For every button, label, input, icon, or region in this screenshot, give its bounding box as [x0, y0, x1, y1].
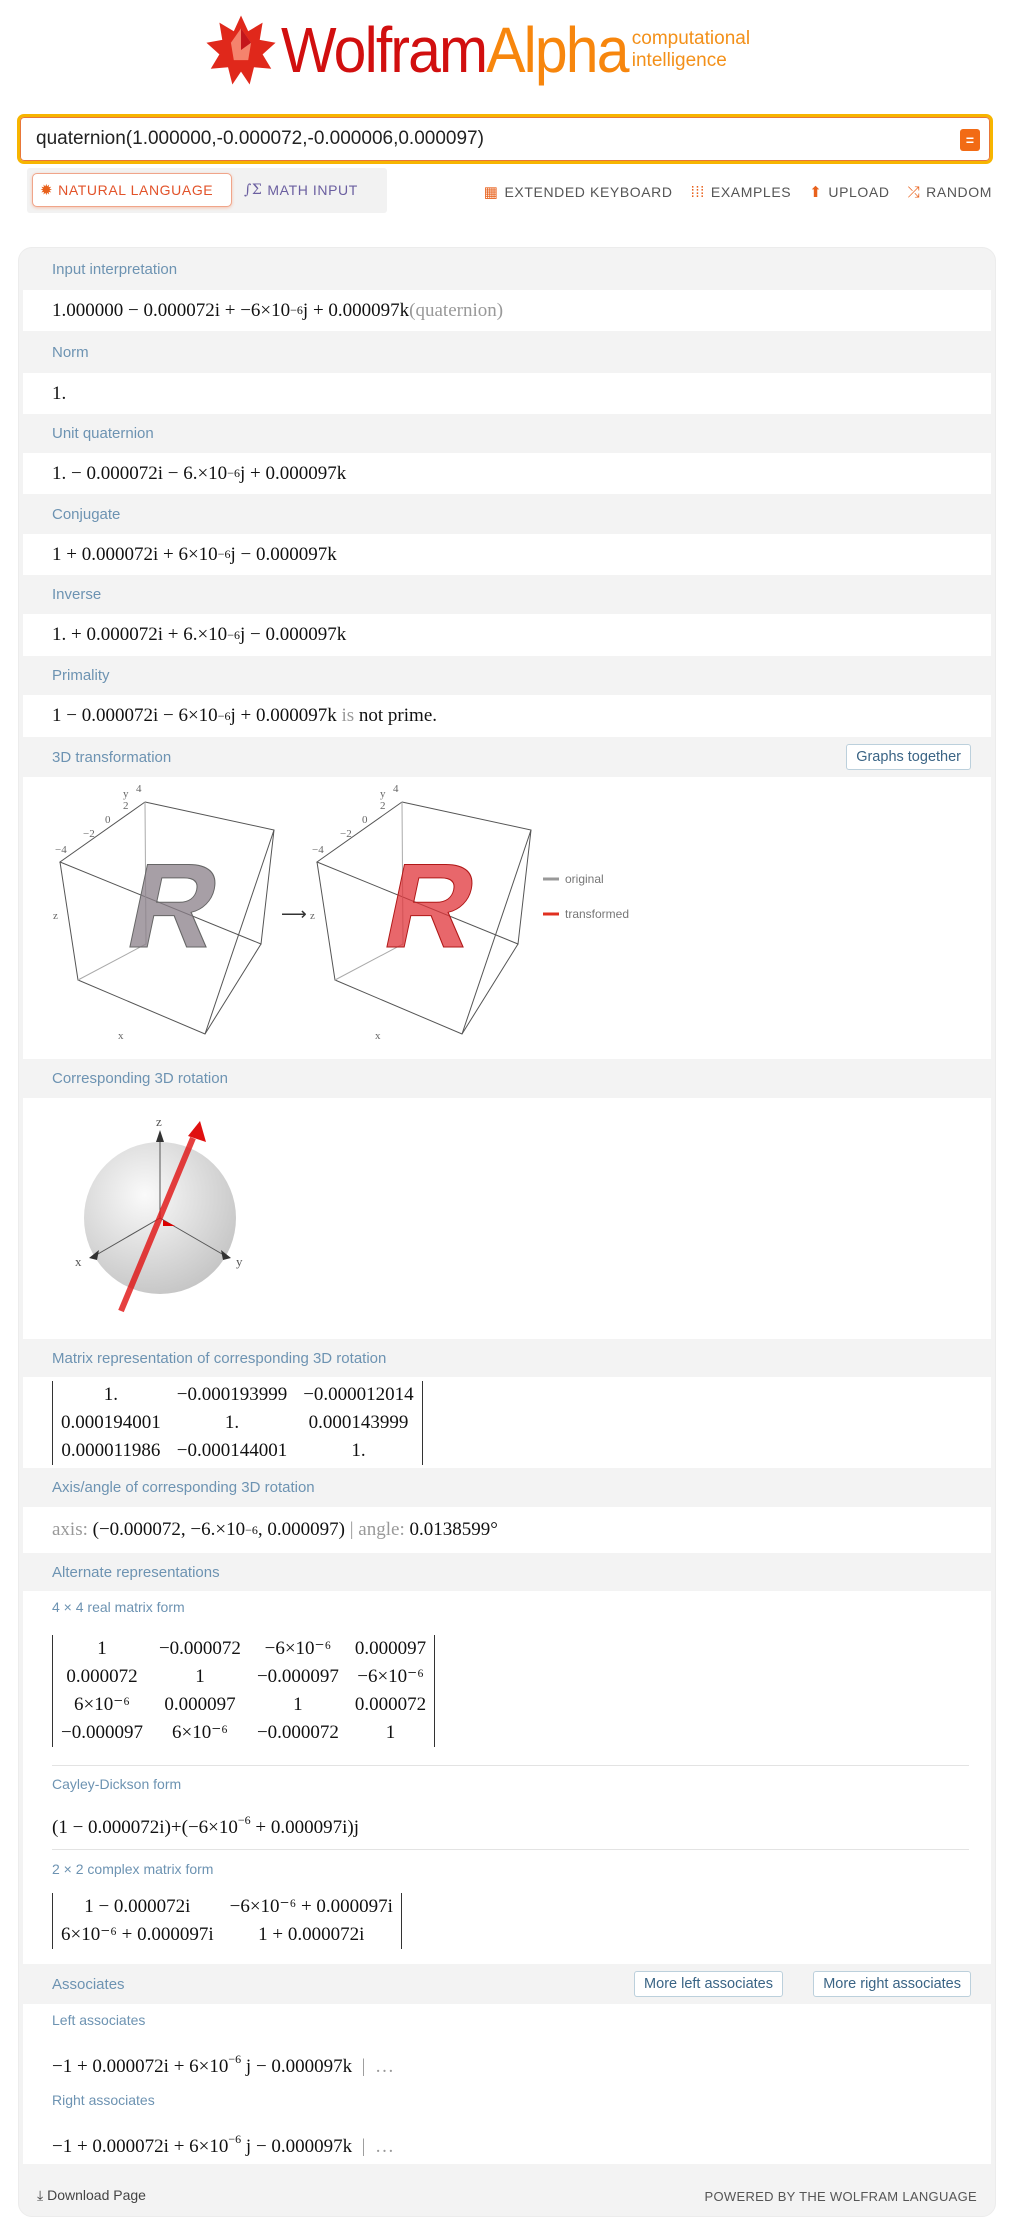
pod-title-axis-angle: Axis/angle of corresponding 3D rotation — [52, 1479, 315, 1496]
math-part: 1.000000 − 0.000072i + −6×10 — [52, 299, 291, 321]
x-label: x — [75, 1254, 82, 1269]
exponent: −6 — [228, 2052, 242, 2066]
pod-value-norm: 1. — [23, 373, 991, 414]
real-matrix — [52, 1635, 435, 1747]
legend-transformed: transformed — [565, 907, 630, 921]
pod-value-alternate — [23, 1591, 991, 1964]
math-input-tab[interactable] — [237, 173, 365, 207]
results-card — [18, 247, 996, 2217]
matrix-cell: 1 — [293, 1694, 303, 1715]
angle-value: 0.0138599° — [409, 1519, 498, 1540]
pod-value-conjugate — [23, 534, 991, 575]
transformation-graphic — [23, 777, 993, 1059]
pod-value-input — [23, 290, 991, 331]
matrix-cell: −0.000097 — [61, 1722, 143, 1743]
math-part: 1 + 0.000072i + 6×10 — [52, 543, 218, 565]
matrix-cell: 0.000011986 — [61, 1439, 161, 1461]
exponent: −6 — [228, 2132, 242, 2146]
separator: | — [344, 1519, 359, 1540]
tick: 4 — [136, 783, 142, 795]
transformed-r-shape: R — [373, 838, 489, 973]
upload-link[interactable] — [809, 183, 889, 201]
pod-title-3d-rotation: Corresponding 3D rotation — [52, 1070, 228, 1087]
rotation-sphere-graphic — [23, 1098, 323, 1339]
math-part: −1 + 0.000072i + 6×10 — [52, 2136, 229, 2157]
more-right-associates-button[interactable]: More right associates — [813, 1971, 971, 1997]
tick: −2 — [83, 828, 95, 840]
matrix-cell: 6×10⁻⁶ — [172, 1722, 228, 1743]
pod-title-inverse: Inverse — [52, 586, 102, 603]
right-associates-value — [52, 2132, 394, 2158]
keyboard-icon: ▦ — [483, 184, 499, 201]
tick: 0 — [105, 814, 111, 826]
math-part: j − 0.000097k — [239, 624, 347, 645]
exponent: −6 — [290, 303, 303, 317]
divider — [52, 1849, 969, 1850]
brand-alpha: Alpha — [486, 14, 628, 86]
axis-y-label-2: y — [380, 788, 386, 800]
tick: 2 — [123, 800, 129, 812]
tick: −4 — [312, 844, 324, 856]
angle-label: angle: — [358, 1519, 410, 1540]
right-associates-label: Right associates — [52, 2092, 155, 2108]
axis-z-label-2: z — [310, 910, 315, 922]
matrix-row — [53, 1381, 423, 1409]
matrix-cell: −6×10⁻⁶ — [264, 1638, 332, 1659]
math-part: (−0.000072, −6.×10 — [92, 1519, 246, 1540]
matrix-cell: 1. — [103, 1383, 118, 1405]
pod-title-3d-transformation — [23, 737, 991, 777]
math-part: j + 0.000097k — [302, 299, 410, 321]
math-part: −1 + 0.000072i + 6×10 — [52, 2056, 229, 2077]
matrix-row — [53, 1921, 402, 1949]
left-associates-label: Left associates — [52, 2012, 146, 2028]
exponent: −6 — [217, 708, 231, 723]
math-part: j − 0.000097k — [241, 2136, 353, 2157]
matrix-cell: −6×10⁻⁶ + 0.000097i — [229, 1896, 393, 1917]
matrix-row — [53, 1719, 435, 1747]
math-symbol-icon: ∫Σ — [244, 182, 263, 198]
download-icon: ⤓ — [37, 2187, 44, 2203]
matrix-cell: 1 — [97, 1638, 107, 1659]
natural-language-label: NATURAL LANGUAGE — [58, 182, 214, 198]
toolbar-links — [484, 183, 992, 201]
matrix-row — [53, 1691, 435, 1719]
tick: −4 — [55, 844, 67, 856]
real-matrix-label: 4 × 4 real matrix form — [52, 1599, 185, 1615]
math-input-label: MATH INPUT — [267, 182, 358, 198]
pod-title-norm: Norm — [52, 343, 89, 361]
tagline-2: intelligence — [631, 50, 727, 71]
matrix-cell: 0.000072 — [354, 1694, 427, 1715]
original-r-shape: R — [116, 838, 232, 973]
math-part: 1 − 0.000072i − 6×10 — [52, 705, 218, 726]
pod-title-matrix: Matrix representation of corresponding 3D rotation — [52, 1349, 387, 1367]
divider — [52, 1765, 969, 1766]
grid-dots-icon: ⁞⁞⁞ — [690, 183, 705, 201]
brand-wolfram: Wolfram — [281, 14, 487, 86]
upload-icon: ⬆ — [809, 184, 823, 201]
pod-title-text: 3D transformation — [52, 748, 172, 766]
matrix-cell: −0.000144001 — [176, 1439, 288, 1461]
matrix-cell: 0.000097 — [164, 1694, 236, 1715]
rotation-plot — [23, 1098, 991, 1339]
interpretation-note: (quaternion) — [409, 299, 504, 321]
more-left-associates-button[interactable]: More left associates — [634, 1971, 783, 1997]
tick: 2 — [380, 800, 386, 812]
tick: 4 — [393, 783, 399, 795]
complex-matrix-label: 2 × 2 complex matrix form — [52, 1861, 214, 1877]
pod-title-primality: Primality — [52, 667, 110, 684]
tick: −2 — [340, 828, 352, 840]
wolfram-star-icon — [205, 14, 277, 86]
search-input[interactable] — [36, 128, 936, 150]
axis-x-label: x — [118, 1030, 124, 1042]
input-mode-switcher — [27, 168, 387, 213]
star-icon: ✹ — [40, 182, 54, 199]
legend-original: original — [565, 872, 604, 886]
search-box — [17, 114, 993, 164]
matrix-cell: −0.000072 — [158, 1638, 241, 1659]
exponent: −6 — [227, 627, 240, 642]
math-part: j + 0.000097k — [239, 462, 347, 484]
matrix-cell: 1 — [385, 1722, 396, 1743]
arrow-icon: ⟶ — [281, 904, 307, 924]
matrix-cell: 6×10⁻⁶ — [74, 1694, 130, 1715]
upload-label: UPLOAD — [828, 184, 890, 200]
exponent: −6 — [237, 1813, 251, 1827]
primality-result: not prime. — [358, 705, 438, 726]
exponent: −6 — [217, 547, 231, 561]
matrix-cell: 0.000097 — [354, 1638, 427, 1659]
pod-value-inverse — [23, 614, 991, 656]
pod-title-conjugate: Conjugate — [52, 505, 121, 523]
more-ellipsis: | … — [352, 2136, 394, 2157]
axis-label: axis: — [52, 1519, 93, 1540]
pod-title-unit: Unit quaternion — [52, 425, 154, 442]
exponent: −6 — [227, 466, 240, 480]
more-ellipsis: | … — [352, 2056, 394, 2077]
pod-title-input: Input interpretation — [52, 260, 178, 278]
math-part: + 0.000097i)j — [250, 1817, 360, 1838]
extended-keyboard-link[interactable] — [484, 183, 673, 201]
natural-language-tab[interactable] — [32, 173, 232, 207]
download-label: Download Page — [47, 2187, 146, 2203]
graphs-together-button[interactable]: Graphs together — [846, 744, 971, 770]
math-part: j − 0.000097k — [241, 2056, 353, 2077]
matrix-cell: 0.000194001 — [61, 1411, 161, 1433]
matrix-cell: 1. — [351, 1439, 366, 1461]
math-part: j + 0.000097k — [230, 705, 337, 726]
pod-value-associates — [23, 2004, 991, 2164]
compute-button[interactable]: = — [960, 129, 980, 151]
pod-title-alternate: Alternate representations — [52, 1563, 220, 1581]
matrix-row — [53, 1663, 435, 1691]
math-part: , 0.000097) — [257, 1519, 345, 1540]
math-part: 1. − 0.000072i − 6.×10 — [52, 462, 228, 484]
pod-value-axis-angle — [23, 1507, 991, 1553]
matrix-row — [53, 1437, 423, 1465]
matrix-row — [53, 1409, 423, 1437]
powered-by: POWERED BY THE WOLFRAM LANGUAGE — [704, 2189, 977, 2204]
download-page-link[interactable] — [37, 2187, 146, 2204]
matrix-cell: 1 − 0.000072i — [84, 1896, 191, 1917]
math-part: j − 0.000097k — [230, 543, 337, 565]
random-link[interactable] — [908, 183, 992, 201]
z-label: z — [156, 1114, 162, 1129]
matrix-cell: 1. — [224, 1411, 240, 1433]
pod-value-primality — [23, 695, 991, 737]
matrix-cell: −6×10⁻⁶ — [357, 1666, 424, 1687]
brand-name — [281, 13, 628, 87]
math-part: 1. + 0.000072i + 6.×10 — [52, 624, 228, 645]
axis-y-label: y — [123, 788, 129, 800]
tick: 0 — [362, 814, 368, 826]
is-word: is — [336, 705, 359, 726]
pod-value-matrix — [23, 1377, 991, 1468]
cayley-dickson-label: Cayley-Dickson form — [52, 1776, 182, 1792]
matrix-cell: −0.000072 — [256, 1722, 339, 1743]
matrix-cell: 1 — [195, 1666, 205, 1687]
matrix-cell: 1 + 0.000072i — [258, 1924, 365, 1945]
left-associates-value — [52, 2052, 394, 2078]
cayley-dickson-value — [52, 1813, 359, 1839]
matrix-row — [53, 1635, 435, 1663]
pod-title-text: Associates — [52, 1975, 125, 1993]
wolfram-alpha-logo[interactable] — [205, 12, 750, 88]
exponent: −6 — [245, 1522, 258, 1537]
matrix-cell: 0.000072 — [66, 1666, 138, 1687]
examples-link[interactable] — [691, 183, 792, 201]
matrix-cell: −0.000012014 — [303, 1383, 414, 1405]
tagline — [632, 28, 750, 72]
pod-value-unit — [23, 453, 991, 494]
keyboard-label: EXTENDED KEYBOARD — [504, 184, 673, 200]
tagline-1: computational — [631, 28, 751, 49]
axis-x-label-2: x — [375, 1030, 381, 1042]
complex-matrix — [52, 1893, 402, 1949]
matrix-cell: 6×10⁻⁶ + 0.000097i — [61, 1924, 214, 1945]
examples-label: EXAMPLES — [710, 184, 792, 200]
matrix-row — [53, 1893, 402, 1921]
matrix-cell: −0.000193999 — [176, 1383, 288, 1405]
axis-z-label: z — [53, 910, 58, 922]
matrix-cell: −0.000097 — [256, 1666, 339, 1687]
matrix-cell: 0.000143999 — [308, 1411, 409, 1433]
rotation-matrix — [52, 1381, 423, 1465]
math-part: (1 − 0.000072i)+(−6×10 — [52, 1817, 238, 1838]
transformation-plot — [23, 777, 991, 1059]
random-label: RANDOM — [926, 184, 992, 200]
pod-title-associates — [23, 1964, 991, 2004]
y-label: y — [236, 1254, 243, 1269]
shuffle-icon: ⤮ — [907, 183, 921, 201]
